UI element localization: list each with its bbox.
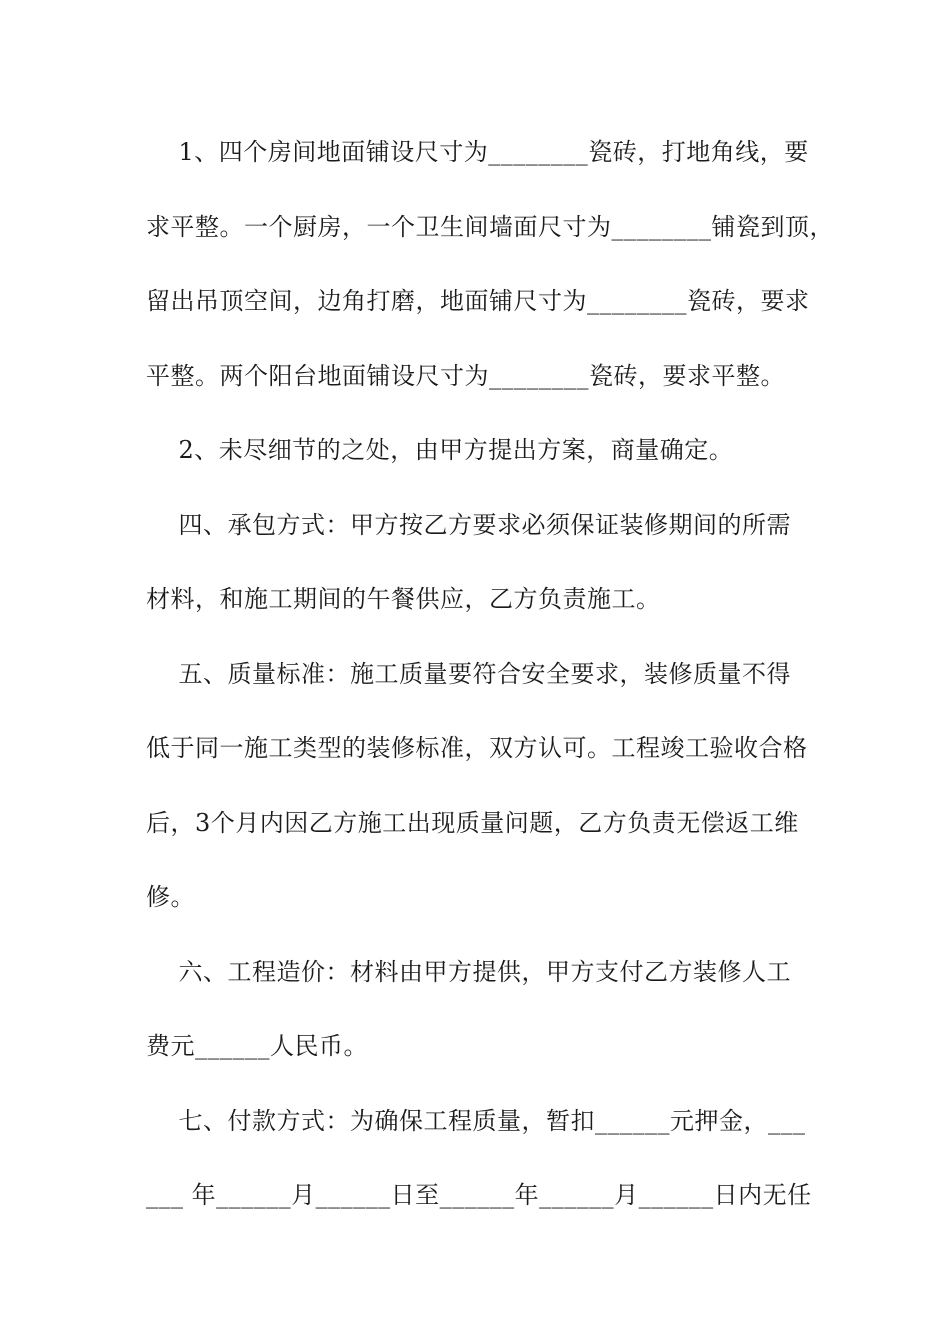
text-line: 四、承包方式：甲方按乙方要求必须保证装修期间的所需 [146, 511, 792, 539]
text-line: 六、工程造价：材料由甲方提供，甲方支付乙方装修人工 [146, 958, 792, 986]
text-line: 1、四个房间地面铺设尺寸为________瓷砖，打地角线，要 [146, 138, 809, 166]
text-line: 低于同一施工类型的装修标准，双方认可。工程竣工验收合格 [146, 734, 808, 762]
text-line: 七、付款方式：为确保工程质量，暂扣______元押金，___ [146, 1107, 806, 1135]
text-line: 五、质量标准：施工质量要符合安全要求，装修质量不得 [146, 660, 792, 688]
text-line: 修。 [146, 883, 195, 911]
text-line: 留出吊顶空间，边角打磨，地面铺尺寸为________瓷砖，要求 [146, 287, 810, 315]
text-line: 求平整。一个厨房，一个卫生间墙面尺寸为________铺瓷到顶， [146, 213, 834, 241]
text-line: 后，3个月内因乙方施工出现质量问题，乙方负责无偿返工维 [146, 809, 799, 837]
text-line: 费元______人民币。 [146, 1032, 368, 1060]
text-line: 材料，和施工期间的午餐供应，乙方负责施工。 [146, 585, 661, 613]
text-line: 2、未尽细节的之处，由甲方提出方案，商量确定。 [146, 436, 734, 464]
text-line: 平整。两个阳台地面铺设尺寸为________瓷砖，要求平整。 [146, 362, 785, 390]
text-line: ___ 年______月______日至______年______月______日内无任 [146, 1181, 812, 1209]
